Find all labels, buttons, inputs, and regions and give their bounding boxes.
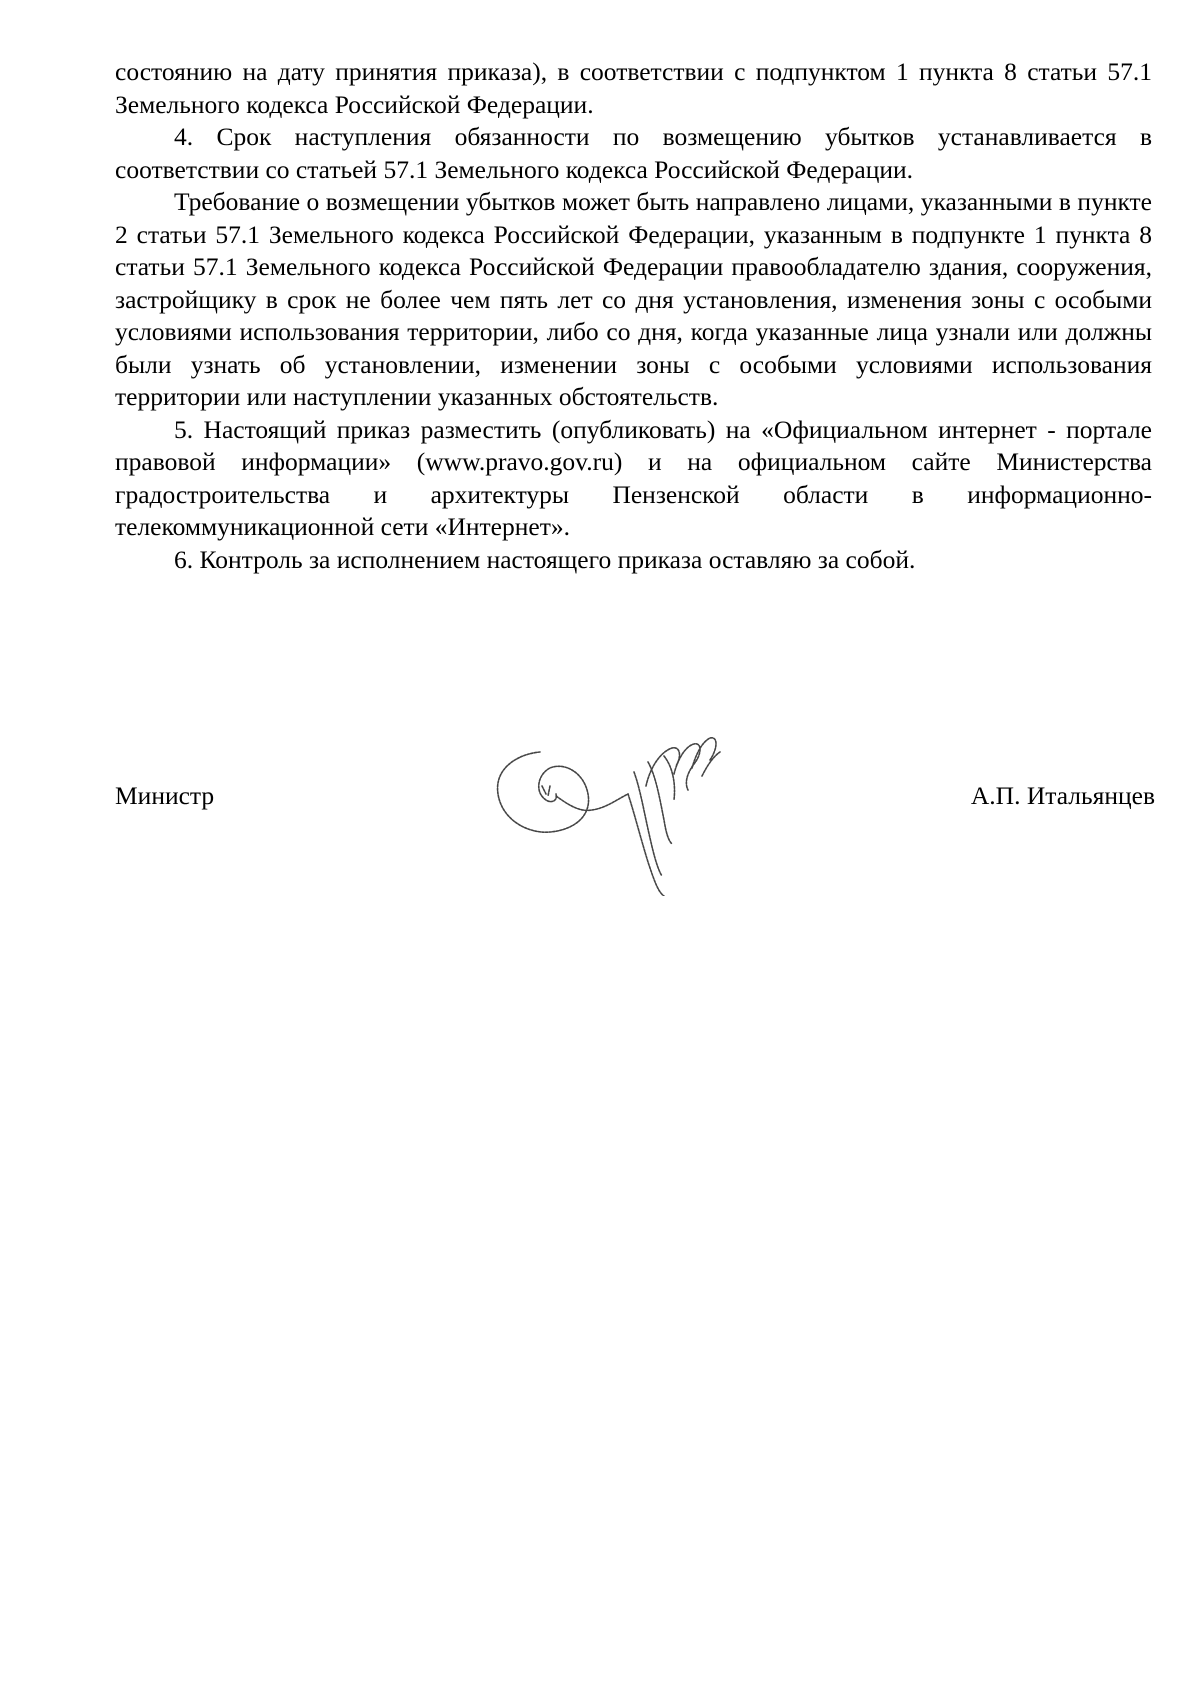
document-body [115, 56, 1152, 576]
signatory-name: А.П. Итальянцев [970, 781, 1155, 810]
handwritten-signature-icon [488, 716, 758, 896]
signatory-position: Министр [115, 781, 215, 810]
paragraph-damages-claim: Требование о возмещении убытков может быть направлено лицами, указанными в пункте 2 статьи 57.1 Земельного кодекса Российской Федерации, указанным в подпункте 1 пункта 8 статьи 57.1 Земельного кодекса Российской Федерации правообладателю здания, сооружения, застройщику в срок не более чем пять лет со дня установления, изменения зоны с особыми условиями использования территории, либо со дня, когда указанные лица узнали или должны были узнать об установлении, изменении зоны с особыми условиями использования территории или наступлении указанных обстоятельств. [115, 187, 1152, 411]
paragraph-item-4: 4. Срок наступления обязанности по возмещению убытков устанавливается в соответствии со статьей 57.1 Земельного кодекса Российской Федерации. [115, 122, 1152, 184]
paragraph-continuation: состоянию на дату принятия приказа), в соответствии с подпунктом 1 пункта 8 статьи 57.1 Земельного кодекса Российской Федерации. [115, 57, 1152, 119]
paragraph-item-6: 6. Контроль за исполнением настоящего приказа оставляю за собой. [174, 544, 916, 574]
paragraph-item-5: 5. Настоящий приказ разместить (опубликовать) на «Официальном интернет - портале правовой информации» (www.pravo.gov.ru) и на официальном сайте Министерства градостроительства и архитектуры Пензенской области в информационно-телекоммуникационной сети «Интернет». [115, 414, 1152, 541]
